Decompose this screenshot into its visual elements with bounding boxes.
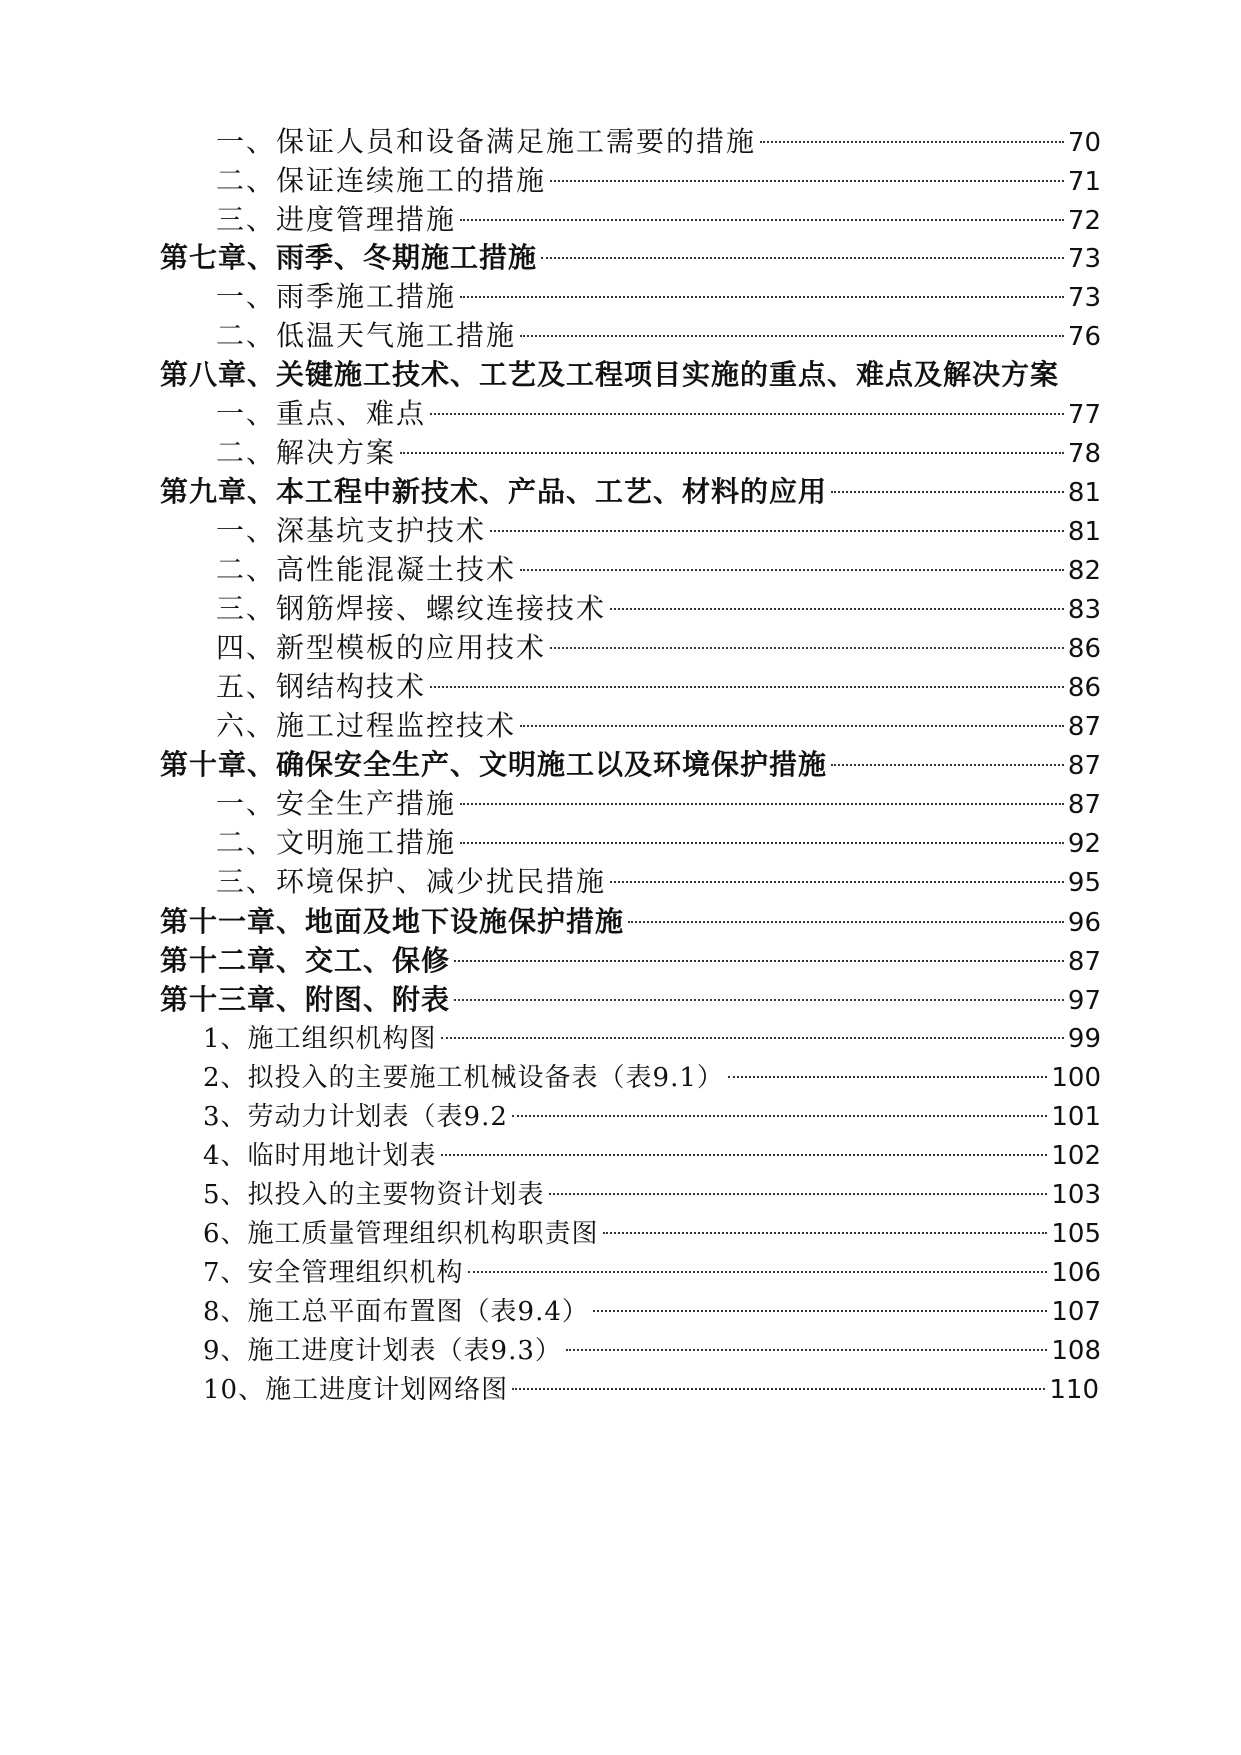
toc-entry-page: 73 bbox=[1067, 244, 1101, 274]
dot-leader bbox=[550, 180, 1064, 182]
toc-entry[interactable] bbox=[216, 589, 1101, 629]
dot-leader bbox=[593, 1310, 1047, 1312]
dot-leader bbox=[603, 1232, 1048, 1234]
toc-chapter-entry[interactable] bbox=[160, 745, 1101, 785]
toc-entry[interactable] bbox=[216, 667, 1101, 707]
dot-leader bbox=[441, 1154, 1048, 1156]
toc-entry[interactable] bbox=[216, 433, 1101, 473]
toc-entry-page: 97 bbox=[1067, 986, 1101, 1016]
toc-entry-page: 92 bbox=[1067, 829, 1101, 859]
dot-leader bbox=[512, 1388, 1045, 1390]
toc-entry-page: 96 bbox=[1067, 908, 1101, 938]
toc-entry-page: 87 bbox=[1067, 790, 1101, 820]
toc-chapter-title: 第九章、本工程中新技术、产品、工艺、材料的应用 bbox=[160, 475, 828, 508]
toc-appendix-entry[interactable] bbox=[203, 1175, 1101, 1215]
dot-leader bbox=[454, 960, 1064, 962]
toc-appendix-entry[interactable] bbox=[203, 1136, 1101, 1176]
toc-entry[interactable] bbox=[216, 161, 1101, 201]
toc-entry-title: 6、施工质量管理组织机构职责图 bbox=[203, 1219, 599, 1249]
toc-entry-page: 103 bbox=[1051, 1180, 1101, 1210]
dot-leader bbox=[728, 1076, 1047, 1078]
toc-entry-page: 102 bbox=[1051, 1141, 1101, 1171]
toc-entry-page: 105 bbox=[1051, 1219, 1101, 1249]
toc-entry-page: 71 bbox=[1067, 167, 1101, 197]
toc-entry-page: 70 bbox=[1067, 128, 1101, 158]
toc-chapter-entry[interactable] bbox=[160, 941, 1101, 981]
toc-appendix-entry[interactable] bbox=[203, 1019, 1101, 1059]
toc-appendix-entry[interactable] bbox=[203, 1370, 1099, 1410]
toc-entry[interactable] bbox=[216, 862, 1101, 902]
toc-entry-page: 78 bbox=[1067, 439, 1101, 469]
dot-leader bbox=[441, 1037, 1064, 1039]
toc-entry-title: 4、临时用地计划表 bbox=[203, 1141, 437, 1171]
dot-leader bbox=[460, 842, 1064, 844]
toc-entry-title: 1、施工组织机构图 bbox=[203, 1024, 437, 1054]
dot-leader bbox=[628, 921, 1064, 923]
dot-leader bbox=[520, 335, 1064, 337]
dot-leader bbox=[454, 999, 1064, 1001]
toc-appendix-entry[interactable] bbox=[203, 1058, 1101, 1098]
toc-entry-page: 101 bbox=[1051, 1102, 1101, 1132]
toc-chapter-entry[interactable] bbox=[160, 980, 1101, 1020]
dot-leader bbox=[610, 608, 1064, 610]
toc-chapter-title: 第八章、关键施工技术、工艺及工程项目实施的重点、难点及解决方案 bbox=[160, 358, 1060, 391]
toc-entry-title: 二、高性能混凝土技术 bbox=[216, 553, 517, 586]
toc-entry-page: 83 bbox=[1067, 595, 1101, 625]
toc-chapter-entry[interactable] bbox=[160, 355, 1101, 395]
dot-leader bbox=[512, 1115, 1047, 1117]
dot-leader bbox=[468, 1271, 1048, 1273]
toc-entry-title: 二、保证连续施工的措施 bbox=[216, 164, 547, 197]
toc-entry[interactable] bbox=[216, 784, 1101, 824]
toc-entry-page: 87 bbox=[1067, 947, 1101, 977]
dot-leader bbox=[831, 764, 1064, 766]
dot-leader bbox=[610, 881, 1064, 883]
toc-entry-page: 77 bbox=[1067, 400, 1101, 430]
toc-entry-page: 86 bbox=[1067, 673, 1101, 703]
toc-entry[interactable] bbox=[216, 706, 1101, 746]
toc-appendix-entry[interactable] bbox=[203, 1331, 1101, 1371]
toc-entry[interactable] bbox=[216, 550, 1101, 590]
toc-entry-title: 一、重点、难点 bbox=[216, 397, 427, 430]
dot-leader bbox=[430, 686, 1064, 688]
dot-leader bbox=[831, 491, 1064, 493]
toc-entry-title: 2、拟投入的主要施工机械设备表（表9.1） bbox=[203, 1063, 724, 1093]
toc-chapter-entry[interactable] bbox=[160, 238, 1101, 278]
toc-appendix-entry[interactable] bbox=[203, 1097, 1101, 1137]
toc-entry[interactable] bbox=[216, 316, 1101, 356]
toc-entry[interactable] bbox=[216, 394, 1101, 434]
toc-entry-title: 一、深基坑支护技术 bbox=[216, 514, 487, 547]
toc-entry[interactable] bbox=[216, 122, 1101, 162]
toc-entry[interactable] bbox=[216, 277, 1101, 317]
toc-appendix-entry[interactable] bbox=[203, 1214, 1101, 1254]
toc-entry-page: 73 bbox=[1067, 283, 1101, 313]
toc-chapter-title: 第十一章、地面及地下设施保护措施 bbox=[160, 905, 625, 938]
toc-entry-page: 72 bbox=[1067, 206, 1101, 236]
toc-entry-title: 9、施工进度计划表（表9.3） bbox=[203, 1336, 562, 1366]
toc-entry-page: 76 bbox=[1067, 322, 1101, 352]
toc-entry-page: 82 bbox=[1067, 556, 1101, 586]
dot-leader bbox=[549, 1193, 1048, 1195]
toc-entry-title: 二、解决方案 bbox=[216, 436, 397, 469]
toc-entry-title: 二、文明施工措施 bbox=[216, 826, 457, 859]
dot-leader bbox=[550, 647, 1064, 649]
toc-chapter-title: 第十二章、交工、保修 bbox=[160, 944, 451, 977]
dot-leader bbox=[460, 296, 1064, 298]
toc-chapter-title: 第十三章、附图、附表 bbox=[160, 983, 451, 1016]
toc-entry[interactable] bbox=[216, 628, 1101, 668]
dot-leader bbox=[520, 569, 1064, 571]
toc-entry-title: 8、施工总平面布置图（表9.4） bbox=[203, 1297, 589, 1327]
toc-entry-page: 107 bbox=[1051, 1297, 1101, 1327]
dot-leader bbox=[460, 803, 1064, 805]
toc-appendix-entry[interactable] bbox=[203, 1253, 1101, 1293]
toc-entry-page: 108 bbox=[1051, 1336, 1101, 1366]
toc-entry[interactable] bbox=[216, 200, 1101, 240]
dot-leader bbox=[541, 257, 1064, 259]
toc-chapter-title: 第十章、确保安全生产、文明施工以及环境保护措施 bbox=[160, 748, 828, 781]
toc-chapter-title: 第七章、雨季、冬期施工措施 bbox=[160, 241, 538, 274]
toc-entry-page: 81 bbox=[1067, 478, 1101, 508]
toc-entry-title: 5、拟投入的主要物资计划表 bbox=[203, 1180, 545, 1210]
toc-entry[interactable] bbox=[216, 823, 1101, 863]
toc-entry-title: 四、新型模板的应用技术 bbox=[216, 631, 547, 664]
toc-entry-page: 110 bbox=[1049, 1375, 1099, 1405]
toc-entry-page: 95 bbox=[1067, 868, 1101, 898]
toc-appendix-entry[interactable] bbox=[203, 1292, 1101, 1332]
toc-entry-title: 三、进度管理措施 bbox=[216, 203, 457, 236]
dot-leader bbox=[400, 452, 1064, 454]
toc-entry-title: 7、安全管理组织机构 bbox=[203, 1258, 464, 1288]
toc-entry-page: 87 bbox=[1067, 751, 1101, 781]
toc-entry-page: 100 bbox=[1051, 1063, 1101, 1093]
toc-entry[interactable] bbox=[216, 511, 1101, 551]
toc-entry-page: 106 bbox=[1051, 1258, 1101, 1288]
toc-entry-title: 一、保证人员和设备满足施工需要的措施 bbox=[216, 125, 757, 158]
dot-leader bbox=[460, 219, 1064, 221]
toc-entry-title: 三、钢筋焊接、螺纹连接技术 bbox=[216, 592, 607, 625]
toc-entry-title: 3、劳动力计划表（表9.2 bbox=[203, 1102, 508, 1132]
toc-entry-title: 一、安全生产措施 bbox=[216, 787, 457, 820]
toc-chapter-entry[interactable] bbox=[160, 902, 1101, 942]
dot-leader bbox=[566, 1349, 1047, 1351]
toc-entry-title: 六、施工过程监控技术 bbox=[216, 709, 517, 742]
dot-leader bbox=[430, 413, 1064, 415]
toc-entry-title: 10、施工进度计划网络图 bbox=[203, 1375, 509, 1405]
toc-entry-page: 86 bbox=[1067, 634, 1101, 664]
dot-leader bbox=[760, 141, 1064, 143]
toc-entry-title: 二、低温天气施工措施 bbox=[216, 319, 517, 352]
toc-entry-page: 99 bbox=[1067, 1024, 1101, 1054]
toc-entry-title: 一、雨季施工措施 bbox=[216, 280, 457, 313]
toc-entry-title: 三、环境保护、减少扰民措施 bbox=[216, 865, 607, 898]
toc-entry-page: 87 bbox=[1067, 712, 1101, 742]
dot-leader bbox=[520, 725, 1064, 727]
dot-leader bbox=[490, 530, 1064, 532]
toc-entry-title: 五、钢结构技术 bbox=[216, 670, 427, 703]
toc-entry-page: 81 bbox=[1067, 517, 1101, 547]
toc-chapter-entry[interactable] bbox=[160, 472, 1101, 512]
